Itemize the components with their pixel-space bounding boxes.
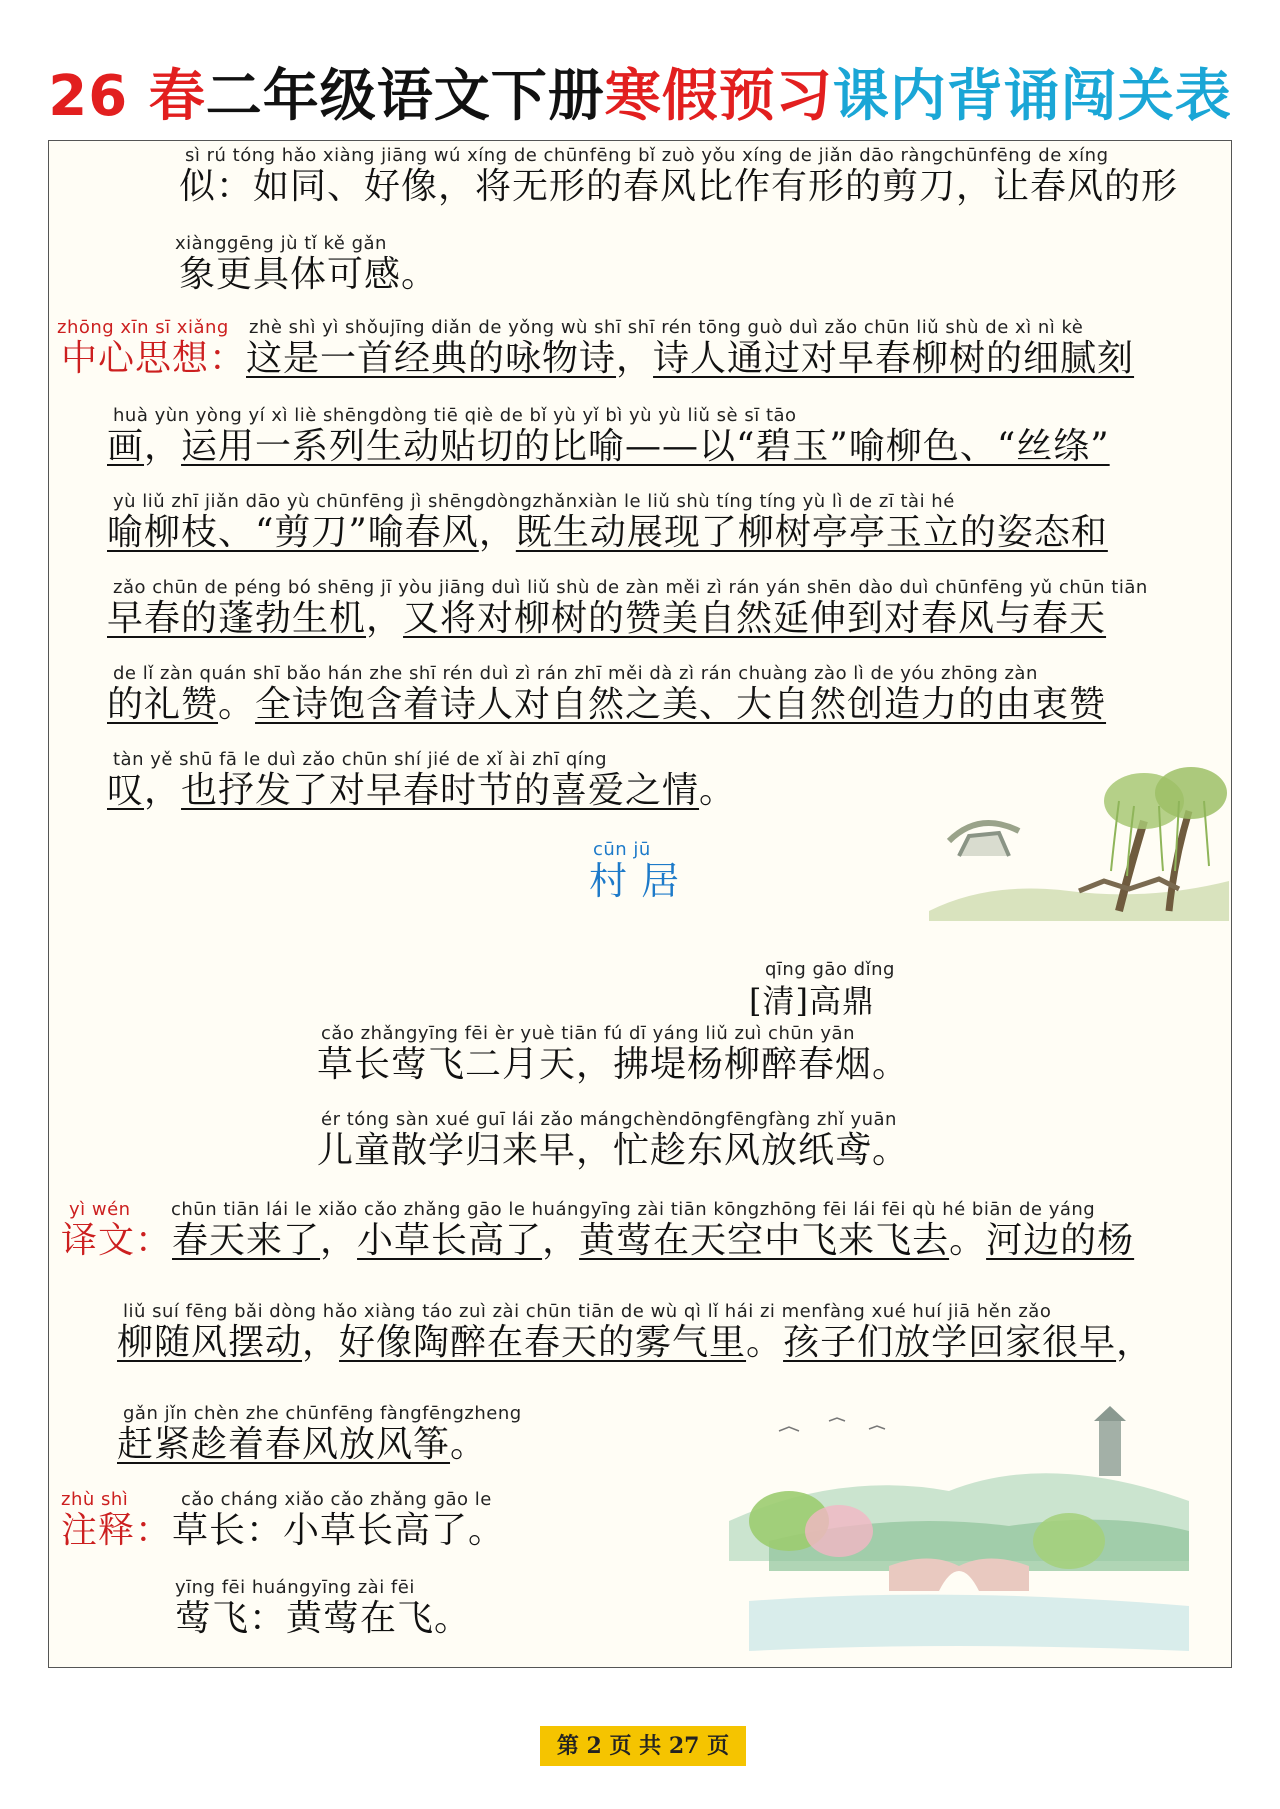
translation-label: 译文： <box>61 1220 173 1261</box>
poem-title: 村 居 <box>589 859 681 903</box>
translation-line-3: 赶紧趁着春风放风筝。 <box>117 1424 488 1465</box>
pinyin-line: cǎo cháng xiǎo cǎo zhǎng gāo le <box>181 1489 492 1510</box>
pinyin-line: tàn yě shū fā le duì zǎo chūn shí jié de xǐ ài zhī qíng <box>113 749 608 770</box>
note-line-1: 注释：草长：小草长高了。 <box>61 1510 506 1551</box>
theme-line-2: 画，运用一系列生动贴切的比喻——以“碧玉”喻柳色、“丝绦” <box>107 426 1110 467</box>
pinyin-line: cūn jū <box>593 839 651 860</box>
pinyin-line: yì wén <box>69 1199 131 1220</box>
title-part-grade: 26 春 <box>48 64 206 129</box>
theme-line-3: 喻柳枝、“剪刀”喻春风，既生动展现了柳树亭亭玉立的姿态和 <box>107 512 1108 553</box>
translation-line-1: 译文：春天来了，小草长高了，黄莺在天空中飞来飞去。河边的杨 <box>61 1220 1135 1261</box>
pinyin-line: chūn tiān lái le xiǎo cǎo zhǎng gāo le huángyīng zài tiān kōngzhōng fēi lái fēi qù hé biān de yáng <box>171 1199 1096 1220</box>
pinyin-line: zhù shì <box>61 1489 129 1510</box>
pinyin-line: xiànggēng jù tǐ kě gǎn <box>175 233 387 254</box>
theme-line-5: 的礼赞。全诗饱含着诗人对自然之美、大自然创造力的由衷赞 <box>107 684 1107 725</box>
pinyin-line: qīng gāo dǐng <box>765 959 895 980</box>
page-number: 第 2 页 共 27 页 <box>540 1726 746 1766</box>
page-title <box>0 52 1280 132</box>
title-part-subject: 二年级语文下册 <box>205 64 605 129</box>
title-part-table: 课内背诵闯关表 <box>832 64 1232 129</box>
poem-author: [清]高鼎 <box>749 982 875 1020</box>
title-part-preview: 寒假预习 <box>604 64 833 129</box>
translation-line-2: 柳随风摆动，好像陶醉在春天的雾气里。孩子们放学回家很早， <box>117 1322 1154 1363</box>
pinyin-line: sì rú tóng hǎo xiàng jiāng wú xíng de chūnfēng bǐ zuò yǒu xíng de jiǎn dāo ràngchūnfēng de xíng <box>185 145 1109 166</box>
landscape-illustration <box>689 1401 1209 1661</box>
simile-line-1: 似：如同、好像，将无形的春风比作有形的剪刀，让春风的形 <box>179 166 1179 207</box>
pinyin-line: de lǐ zàn quán shī bǎo hán zhe shī rén duì zì rán zhī měi dà zì rán chuàng zào lì de yóu zhōng zàn <box>113 663 1038 684</box>
pinyin-line: liǔ suí fēng bǎi dòng hǎo xiàng táo zuì zài chūn tiān de wù qì lǐ hái zi menfàng xué huí jiā hěn zǎo <box>123 1301 1052 1322</box>
pinyin-line: ér tóng sàn xué guī lái zǎo mángchèndōngfēngfàng zhǐ yuān <box>321 1109 897 1130</box>
content-frame <box>48 140 1232 1668</box>
pinyin-line: zǎo chūn de péng bó shēng jī yòu jiāng duì liǔ shù de zàn měi zì rán yán shēn dào duì chūnfēng yǔ chūn tiān <box>113 577 1148 598</box>
pinyin-line: yīng fēi huángyīng zài fēi <box>175 1577 415 1598</box>
poem-line-1: 草长莺飞二月天，拂堤杨柳醉春烟。 <box>317 1044 910 1085</box>
pinyin-line: cǎo zhǎngyīng fēi èr yuè tiān fú dī yáng liǔ zuì chūn yān <box>321 1023 855 1044</box>
theme-label: 中心思想： <box>61 338 247 379</box>
pinyin-line: zhōng xīn sī xiǎng <box>57 317 229 338</box>
theme-line-6: 叹，也抒发了对早春时节的喜爱之情。 <box>107 770 737 811</box>
simile-line-2: 象更具体可感。 <box>179 254 439 295</box>
theme-line-4: 早春的蓬勃生机，又将对柳树的赞美自然延伸到对春风与春天 <box>107 598 1107 639</box>
pinyin-line: huà yùn yòng yí xì liè shēngdòng tiē qiè de bǐ yù yǐ bì yù yù liǔ sè sī tāo <box>113 405 797 426</box>
note-line-2: 莺飞：黄莺在飞。 <box>175 1598 472 1639</box>
theme-line-1: 中心思想：这是一首经典的咏物诗，诗人通过对早春柳树的细腻刻 <box>61 338 1135 379</box>
poem-line-2: 儿童散学归来早，忙趁东风放纸鸢。 <box>317 1130 910 1171</box>
pinyin-line: yù liǔ zhī jiǎn dāo yù chūnfēng jì shēngdòngzhǎnxiàn le liǔ shù tíng tíng yù lì de zī tài hé <box>113 491 955 512</box>
pinyin-line: gǎn jǐn chèn zhe chūnfēng fàngfēngzheng <box>123 1403 522 1424</box>
pinyin-line: zhè shì yì shǒujīng diǎn de yǒng wù shī shī rén tōng guò duì zǎo chūn liǔ shù de xì nì kè <box>249 317 1084 338</box>
notes-label: 注释： <box>61 1510 173 1551</box>
